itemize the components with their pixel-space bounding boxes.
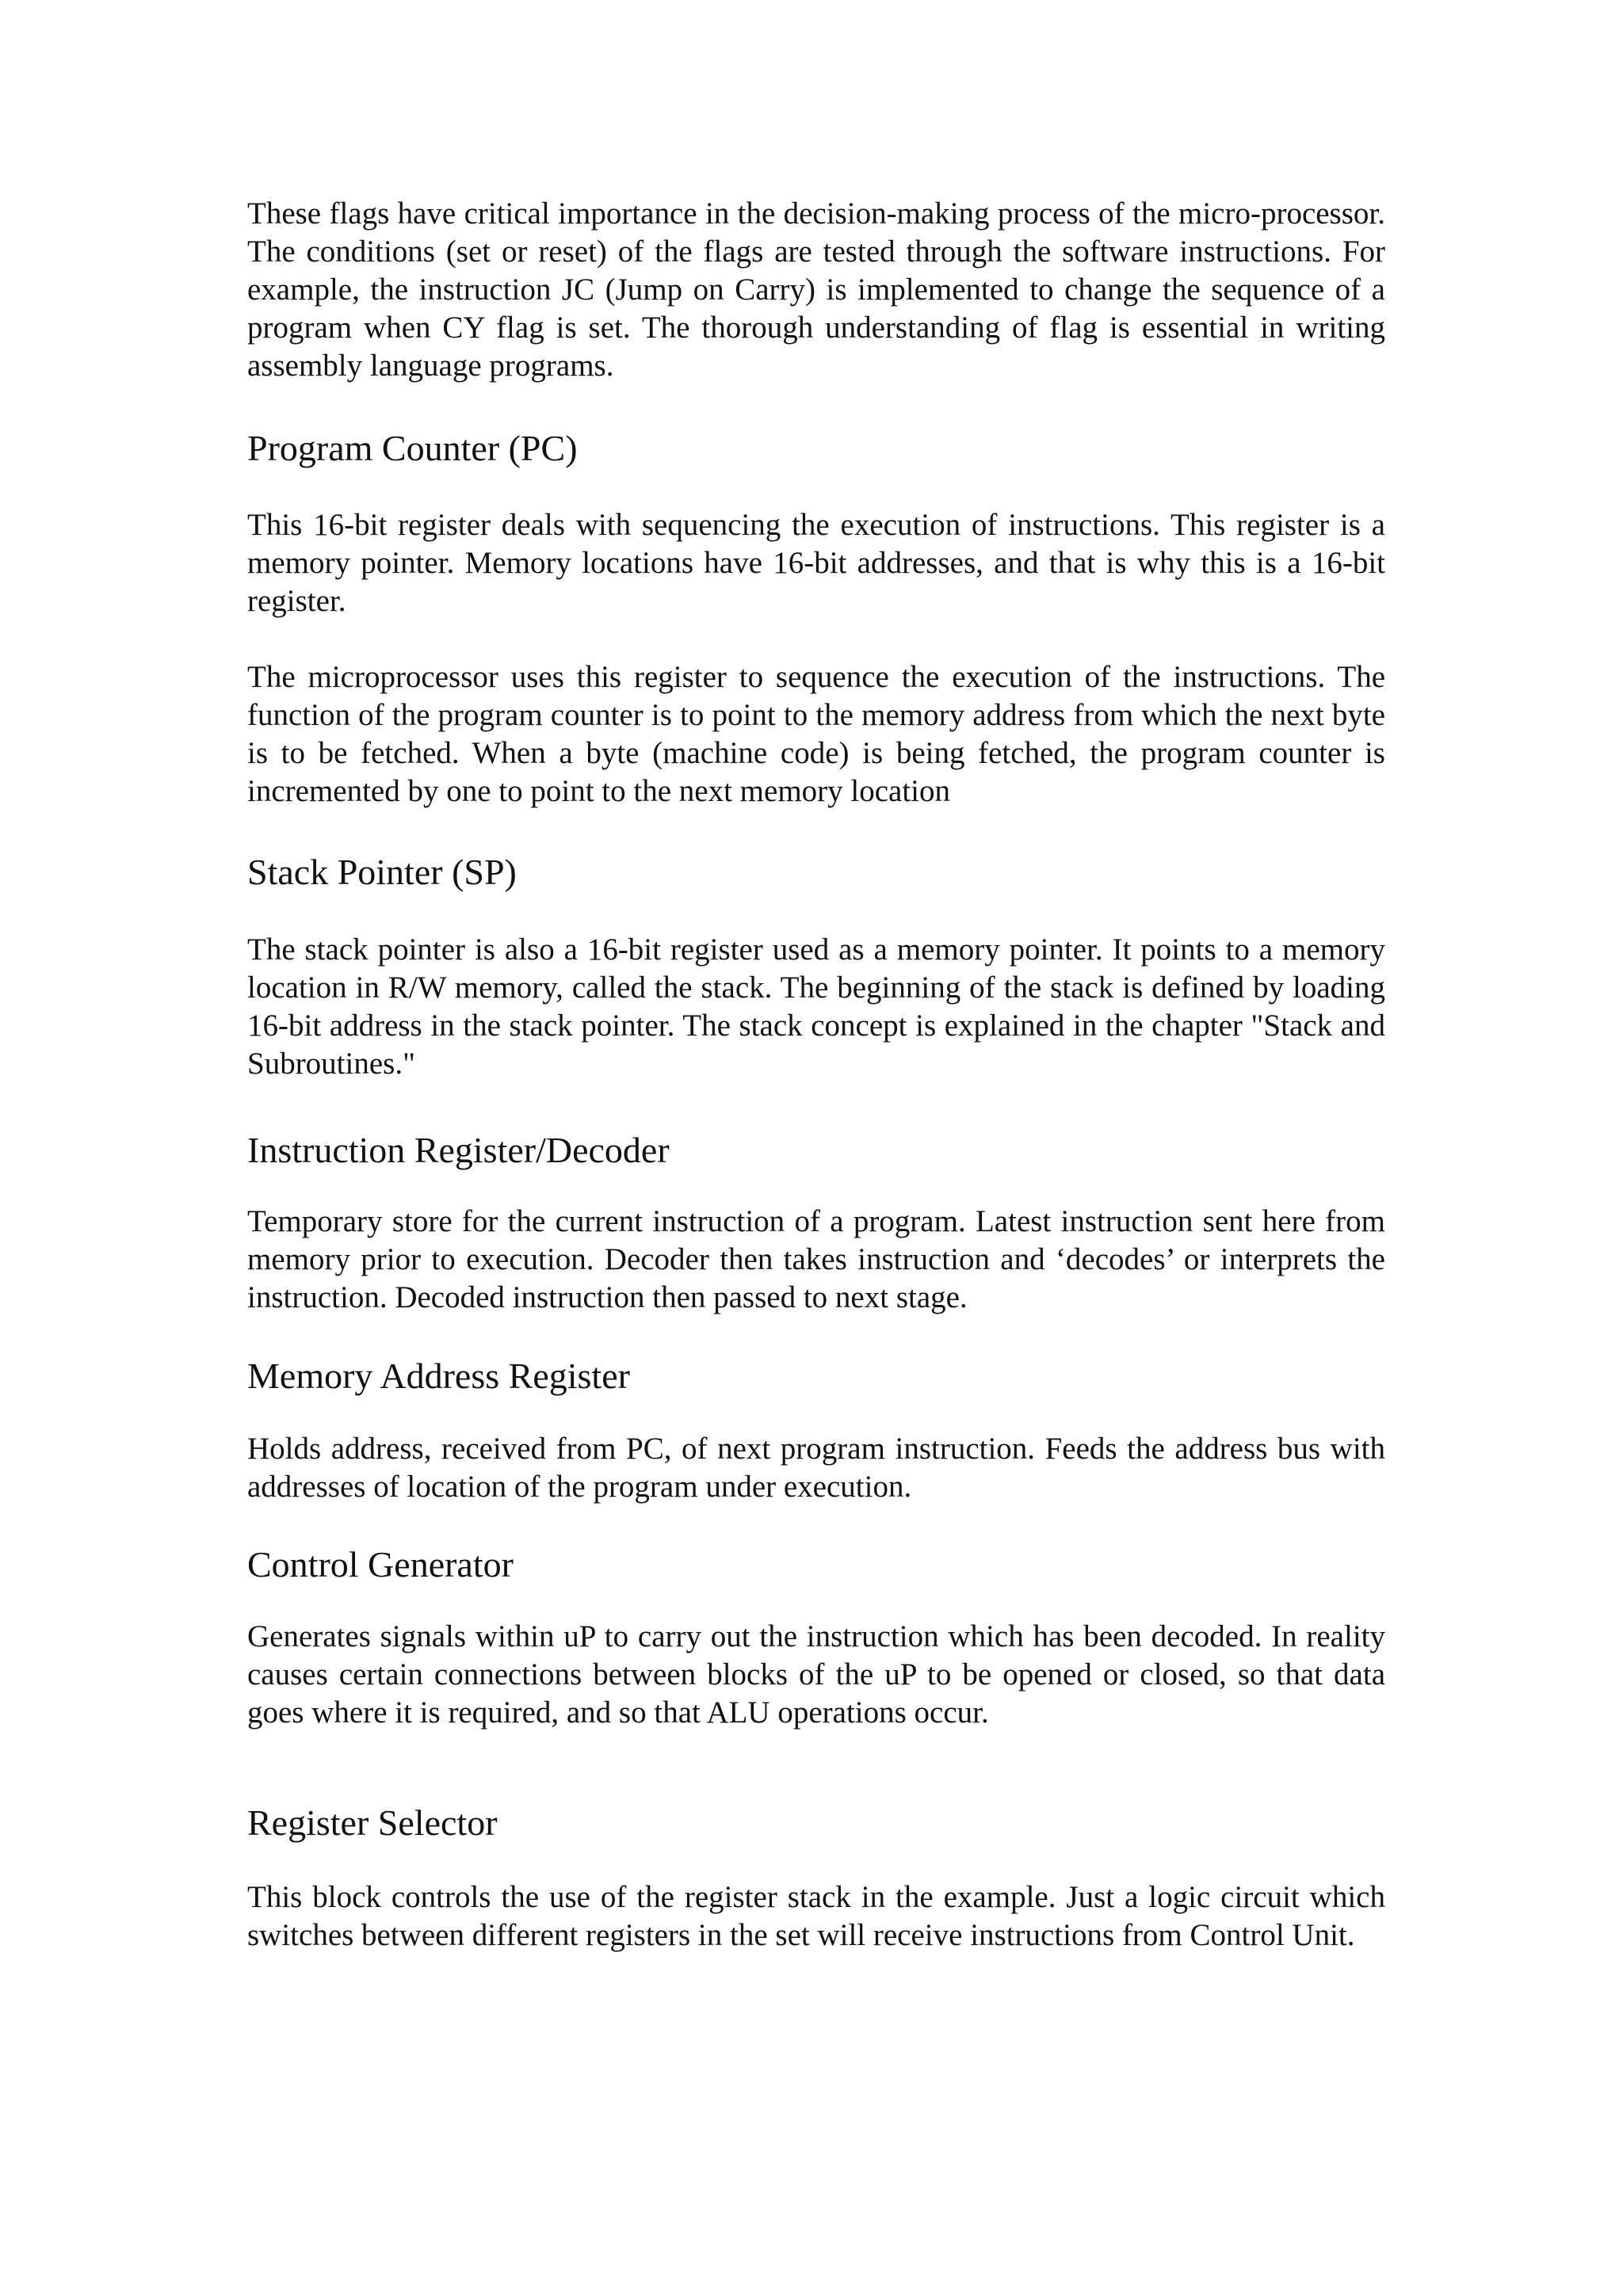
stack-pointer-paragraph: The stack pointer is also a 16-bit register used as a memory pointer. It points to a memory location in R/W memory, called the stack. The beginning of the stack is defined by loading 16-bit address in the stack pointer. The stack concept is explained in the chapter "Stack and Subroutines.": [247, 933, 1385, 1081]
program-counter-paragraph-2: The microprocessor uses this register to sequence the execution of the instructions. The function of the program counter is to point to the memory address from which the next byte is to be fetched. When a byte (machine code) is being fetched, the program counter is incremented by one to point to the next memory location: [247, 660, 1385, 808]
intro-paragraph: These flags have critical importance in the decision-making process of the micro-processor. The conditions (set or reset) of the flags are tested through the software instructions. For example, the instruction JC (Jump on Carry) is implemented to change the sequence of a program when CY flag is set. The thorough understanding of flag is essential in writing assembly language programs.: [247, 196, 1385, 383]
heading-instruction-register: Instruction Register/Decoder: [247, 1130, 670, 1170]
heading-stack-pointer: Stack Pointer (SP): [247, 852, 517, 892]
control-generator-paragraph: Generates signals within uP to carry out the instruction which has been decoded. In reality causes certain connections between blocks of the uP to be opened or closed, so that data goes where it is required, and so that ALU operations occur.: [247, 1619, 1385, 1730]
heading-memory-address-register: Memory Address Register: [247, 1356, 630, 1396]
program-counter-paragraph-1: This 16-bit register deals with sequencing the execution of instructions. This register is a memory pointer. Memory locations have 16-bit addresses, and that is why this is a 16-bit register.: [247, 508, 1385, 618]
heading-program-counter: Program Counter (PC): [247, 428, 578, 468]
register-selector-paragraph: This block controls the use of the register stack in the example. Just a logic circuit which switches between different registers in the set will receive instructions from Control Unit.: [247, 1880, 1385, 1952]
instruction-register-paragraph: Temporary store for the current instruction of a program. Latest instruction sent here from memory prior to execution. Decoder then takes instruction and ‘decodes’ or interprets the instruction. Decoded instruction then passed to next stage.: [247, 1204, 1385, 1314]
heading-control-generator: Control Generator: [247, 1544, 514, 1585]
memory-address-register-paragraph: Holds address, received from PC, of next program instruction. Feeds the address bus with addresses of location of the program under execution.: [247, 1432, 1385, 1504]
heading-register-selector: Register Selector: [247, 1802, 498, 1843]
